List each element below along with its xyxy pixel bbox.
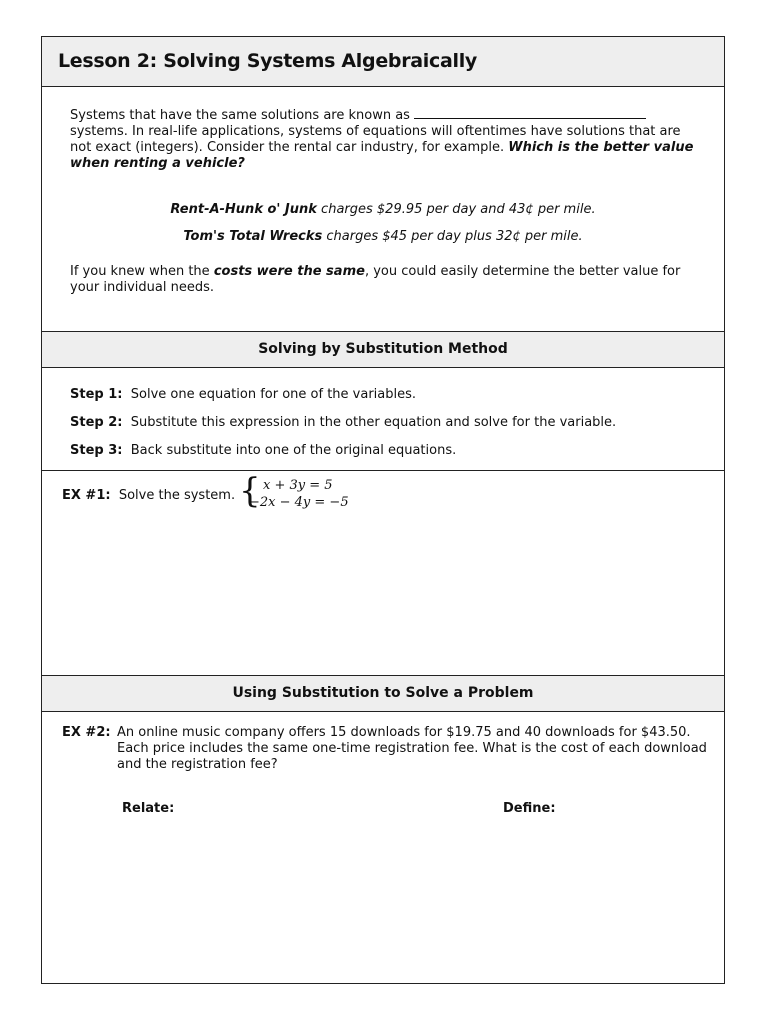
step-label: Step 2: — [70, 415, 123, 430]
intro-question: Which is the better value when renting a vehicle? — [70, 140, 694, 171]
step-label: Step 3: — [70, 443, 123, 458]
intro-paragraph — [70, 106, 700, 172]
intro-text-rest: systems. In real-life applications, systems of equations will oftentimes have solutions that are not exact (integers). Consider the rental car industry, for example. — [70, 124, 681, 155]
step-text: Back substitute into one of the original equations. — [130, 443, 457, 458]
costs-text-after: , you could easily determine the better value for your individual needs. — [70, 264, 681, 295]
step-label: Step 1: — [70, 387, 123, 402]
step-text: Solve one equation for one of the variables. — [130, 387, 417, 402]
fill-in-blank — [414, 106, 646, 119]
section-band-substitution — [42, 331, 724, 368]
offer-company: Rent-A-Hunk o' Junk — [170, 202, 317, 217]
divider — [42, 470, 724, 471]
equation-2: −2x − 4y = −5 — [249, 495, 349, 510]
offer-text: charges $29.95 per day and 43¢ per mile. — [316, 202, 596, 217]
example-1 — [62, 488, 235, 503]
lesson-title: Lesson 2: Solving Systems Algebraically — [58, 50, 478, 72]
section-title: Using Substitution to Solve a Problem — [232, 685, 534, 701]
section-title: Solving by Substitution Method — [258, 341, 508, 357]
step-1 — [70, 387, 416, 402]
offer-rent-a-hunk — [42, 202, 724, 217]
offer-toms-total-wrecks — [42, 229, 724, 244]
step-2 — [70, 415, 616, 430]
brace-icon: { — [239, 471, 261, 511]
offer-text: charges $45 per day plus 32¢ per mile. — [322, 229, 583, 244]
costs-text-before: If you knew when the — [70, 264, 214, 279]
step-3 — [70, 443, 456, 458]
example-text: Solve the system. — [118, 488, 236, 503]
example-label: EX #2: — [62, 725, 111, 740]
equation-1: x + 3y = 5 — [263, 478, 333, 493]
define-label: Define: — [503, 801, 556, 816]
relate-label: Relate: — [122, 801, 175, 816]
example-label: EX #1: — [62, 488, 111, 503]
costs-paragraph — [70, 264, 700, 296]
costs-text-bold: costs were the same — [213, 264, 365, 279]
section-band-problem — [42, 675, 724, 712]
step-text: Substitute this expression in the other equation and solve for the variable. — [130, 415, 617, 430]
example-2-text: An online music company offers 15 downloads for $19.75 and 40 downloads for $43.50. Each price includes the same one-time registration fee. What is the cost of each download and the registration fee? — [117, 725, 707, 772]
offer-company: Tom's Total Wrecks — [183, 229, 323, 244]
title-band — [42, 37, 724, 87]
intro-text-start: Systems that have the same solutions are known as — [70, 108, 410, 123]
worksheet-page — [41, 36, 725, 984]
